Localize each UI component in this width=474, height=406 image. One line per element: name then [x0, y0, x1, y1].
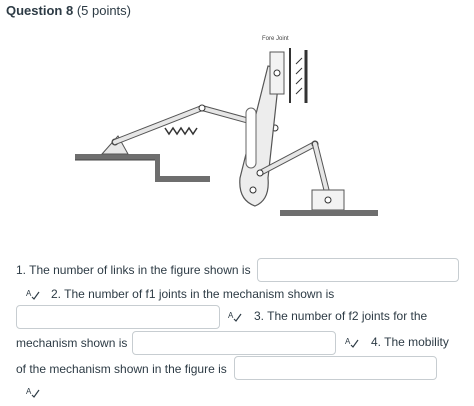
question-4-text-b: of the mechanism shown in the figure is: [16, 362, 227, 376]
question-3-text-a: 3. The number of f2 joints for the: [254, 309, 428, 323]
question-title: [6, 3, 131, 18]
spring: [165, 128, 197, 134]
answer-1-input[interactable]: [257, 258, 459, 282]
svg-text:A: A: [26, 387, 32, 396]
spellcheck-icon[interactable]: [345, 336, 359, 348]
ground-step: [155, 154, 160, 178]
question-points: (5 points): [76, 3, 132, 18]
question-3-text-b: mechanism shown is: [16, 336, 128, 350]
answer-4-input[interactable]: [234, 356, 437, 380]
ground-middle: [155, 176, 210, 182]
mechanism-diagram: [70, 28, 390, 228]
question-4-text-a: 4. The mobility: [371, 335, 449, 349]
question-number: Question 8: [6, 3, 74, 18]
spellcheck-icon[interactable]: [228, 310, 242, 322]
answer-3-input[interactable]: [132, 331, 336, 355]
svg-text:A: A: [26, 289, 32, 298]
question-1-text: 1. The number of links in the figure shown is: [16, 263, 251, 277]
svg-text:A: A: [228, 311, 234, 320]
rocker-slot: [246, 108, 256, 168]
spellcheck-icon[interactable]: [26, 386, 40, 398]
ground-left: [75, 154, 160, 160]
rocker-pivot: [250, 187, 256, 193]
svg-text:A: A: [345, 337, 351, 346]
spellcheck-icon[interactable]: [26, 288, 40, 300]
question-2-text: 2. The number of f1 joints in the mechanism shown is: [51, 287, 335, 301]
figure-label: Fore Joint: [262, 36, 289, 42]
mechanism-figure: [70, 28, 390, 228]
ground-right: [280, 210, 378, 216]
answer-2-input[interactable]: [16, 305, 220, 329]
